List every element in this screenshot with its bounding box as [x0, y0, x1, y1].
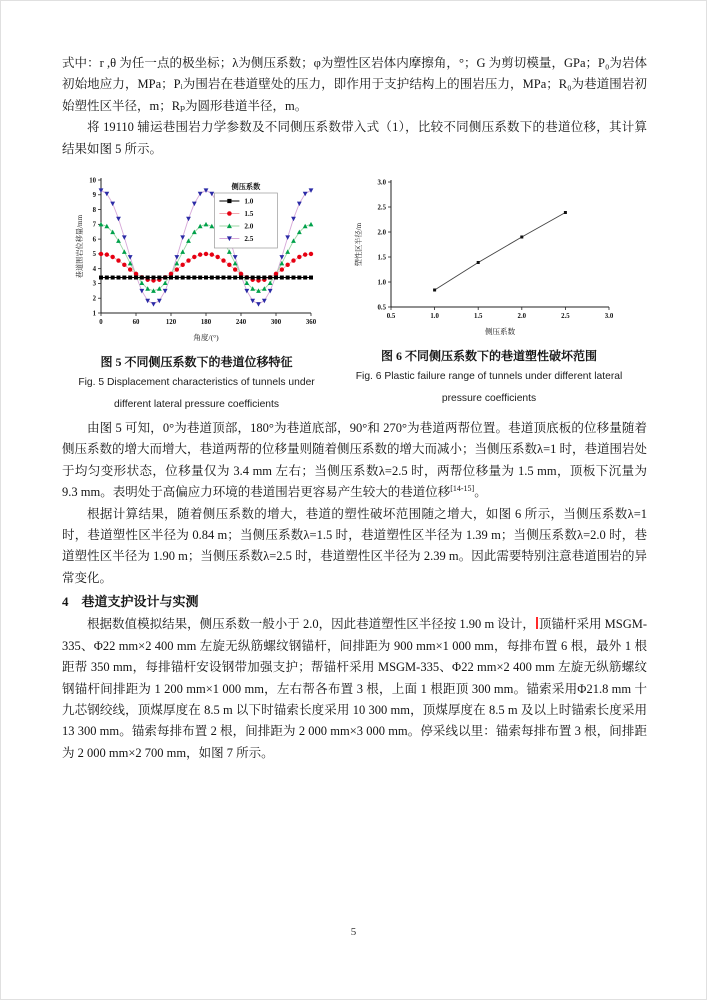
svg-text:2.0: 2.0 — [377, 229, 387, 237]
svg-text:8: 8 — [92, 206, 96, 214]
svg-text:2.5: 2.5 — [561, 313, 570, 321]
svg-text:3.0: 3.0 — [377, 179, 387, 187]
section-heading — [62, 590, 647, 613]
paragraph-symbol-definitions: 式中：r ,θ 为任一点的极坐标；λ为侧压系数；φ为塑性区岩体内摩擦角，°；G 为剪切模量，GPa；P₀为岩体初始地应力，MPa；Pᵢ为围岩在巷道壁处的压力，即作用于支护结构上的围岩压力，MPa；R₀为巷道围岩初始塑性区半径，m；Rₚ为圆形巷道半径，m。 — [62, 56, 647, 113]
svg-text:1.5: 1.5 — [243, 210, 253, 219]
svg-text:10: 10 — [88, 177, 96, 185]
svg-text:1.0: 1.0 — [377, 279, 387, 287]
svg-text:2.5: 2.5 — [377, 204, 387, 212]
svg-text:360: 360 — [305, 319, 316, 327]
svg-text:3.0: 3.0 — [604, 313, 614, 321]
svg-text:2.0: 2.0 — [243, 222, 253, 231]
section-title: 巷道支护设计与实测 — [81, 594, 199, 610]
svg-text:300: 300 — [270, 319, 281, 327]
text-cursor — [536, 617, 538, 629]
svg-text:0.5: 0.5 — [386, 313, 396, 321]
svg-text:侧压系数: 侧压系数 — [484, 327, 516, 337]
svg-text:角度/(°): 角度/(°) — [192, 333, 219, 343]
svg-text:4: 4 — [92, 265, 96, 273]
svg-text:120: 120 — [165, 319, 176, 327]
fig6-caption-en: Fig. 6 Plastic failure range of tunnels under different lateral pressure coefficients — [355, 371, 623, 405]
page-number: 5 — [350, 925, 357, 938]
paragraph-fig6-analysis: 根据计算结果，随着侧压系数的增大，巷道的塑性破坏范围随之增大，如图 6 所示，当侧压系数λ=1 时，巷道塑性区半径为 0.84 m；当侧压系数λ=1.5 时，巷道塑性区半径为 1.39 m；当侧压系数λ=2.0 时，巷道塑性区半径为 1.90 m；当侧压系数λ=2.5 时，巷道塑性区半径为 2.39 m。因此需要特别注意巷道围岩的异常变化。 — [62, 506, 647, 585]
svg-text:3: 3 — [92, 280, 96, 288]
paragraph-support-design — [62, 614, 647, 764]
fig5-caption-cn: 图 5 不同侧压系数下的巷道位移特征 — [100, 355, 293, 370]
fig5-caption-en: Fig. 5 Displacement characteristics of tunnels under different lateral pressure coefficients — [78, 377, 315, 411]
svg-text:0: 0 — [98, 319, 103, 327]
svg-text:1: 1 — [92, 310, 96, 318]
figures-row — [62, 172, 647, 416]
citation-ref: [14-15] — [450, 484, 475, 494]
fig6-caption-cn: 图 6 不同侧压系数下的巷道塑性破坏范围 — [381, 349, 598, 364]
figure-5 — [62, 172, 331, 416]
svg-text:2: 2 — [92, 295, 96, 303]
svg-text:9: 9 — [92, 192, 96, 200]
svg-text:巷道围岩位移量/mm: 巷道围岩位移量/mm — [75, 214, 84, 279]
fig5-chart — [74, 172, 320, 344]
paragraph-fig5-analysis-tail: 。 — [474, 485, 487, 500]
fig6-chart — [353, 172, 625, 338]
svg-text:240: 240 — [235, 319, 246, 327]
svg-text:1.5: 1.5 — [473, 313, 483, 321]
svg-text:塑性区半径/m: 塑性区半径/m — [355, 222, 364, 267]
section-number: 4 — [62, 594, 69, 610]
svg-text:0.5: 0.5 — [377, 304, 387, 312]
svg-text:7: 7 — [92, 221, 96, 229]
svg-text:2.5: 2.5 — [243, 235, 253, 244]
svg-text:2.0: 2.0 — [517, 313, 527, 321]
svg-text:5: 5 — [92, 251, 96, 259]
svg-text:1.0: 1.0 — [430, 313, 439, 321]
svg-text:1.0: 1.0 — [243, 197, 253, 206]
support-design-text-before-cursor: 根据数值模拟结果，侧压系数一般小于 2.0，因此巷道塑性区半径按 1.90 m 设计， — [87, 617, 535, 632]
paragraph-fig5-analysis — [62, 418, 647, 504]
paragraph-intro-fig5: 将 19110 辅运巷围岩力学参数及不同侧压系数带入式（1），比较不同侧压系数下的巷道位移，其计算结果如图 5 所示。 — [62, 120, 647, 156]
paragraph-fig5-analysis-text: 由图 5 可知，0°为巷道顶部，180°为巷道底部，90°和 270°为巷道两帮位置。巷道顶底板的位移量随着侧压系数的增大而增大，巷道两帮的位移量则随着侧压系数的增大而减小；当侧压系数λ=1 时，巷道围岩处于均匀变形状态，位移量仅为 3.4 mm 左右；当侧压系数λ=2.5 时，两帮位移量为 1.5 mm，顶板下沉量为 9.3 mm。表明处于高偏应力环境的巷道围岩更容易产生较大的巷道位移 — [62, 421, 647, 500]
svg-text:6: 6 — [92, 236, 96, 244]
svg-text:侧压系数: 侧压系数 — [231, 183, 260, 192]
svg-text:1.5: 1.5 — [377, 254, 387, 262]
support-design-text-after-cursor: 顶锚杆采用 MSGM-335、Φ22 mm×2 400 mm 左旋无纵筋螺纹钢锚杆，间排距为 900 mm×1 000 mm，每排布置 6 根，最外 1 根距帮 350 mm，每排锚杆安设钢带加强支护；帮锚杆采用 MSGM-335、Φ22 mm×2 400 mm 左旋无纵筋螺纹钢锚杆间排距为 1 200 mm×1 000 mm，左右帮各布置 3 根，上面 1 根距顶 300 mm。锚索采用Φ21.8 mm 十九芯钢绞线，顶煤厚度在 8.5 m 以下时锚索长度采用 10 300 mm，顶煤厚度在 8.5 m 及以上时锚索长度采用 13 300 mm。锚索每排布置 2 根，间排距为 2 000 mm×3 000 mm。停采线以里：锚索每排布置 3 根，间排距为 2 000 mm×2 700 mm，如图 7 所示。 — [62, 617, 647, 760]
svg-text:180: 180 — [200, 319, 211, 327]
figure-6 — [331, 172, 647, 416]
svg-text:60: 60 — [132, 319, 139, 327]
